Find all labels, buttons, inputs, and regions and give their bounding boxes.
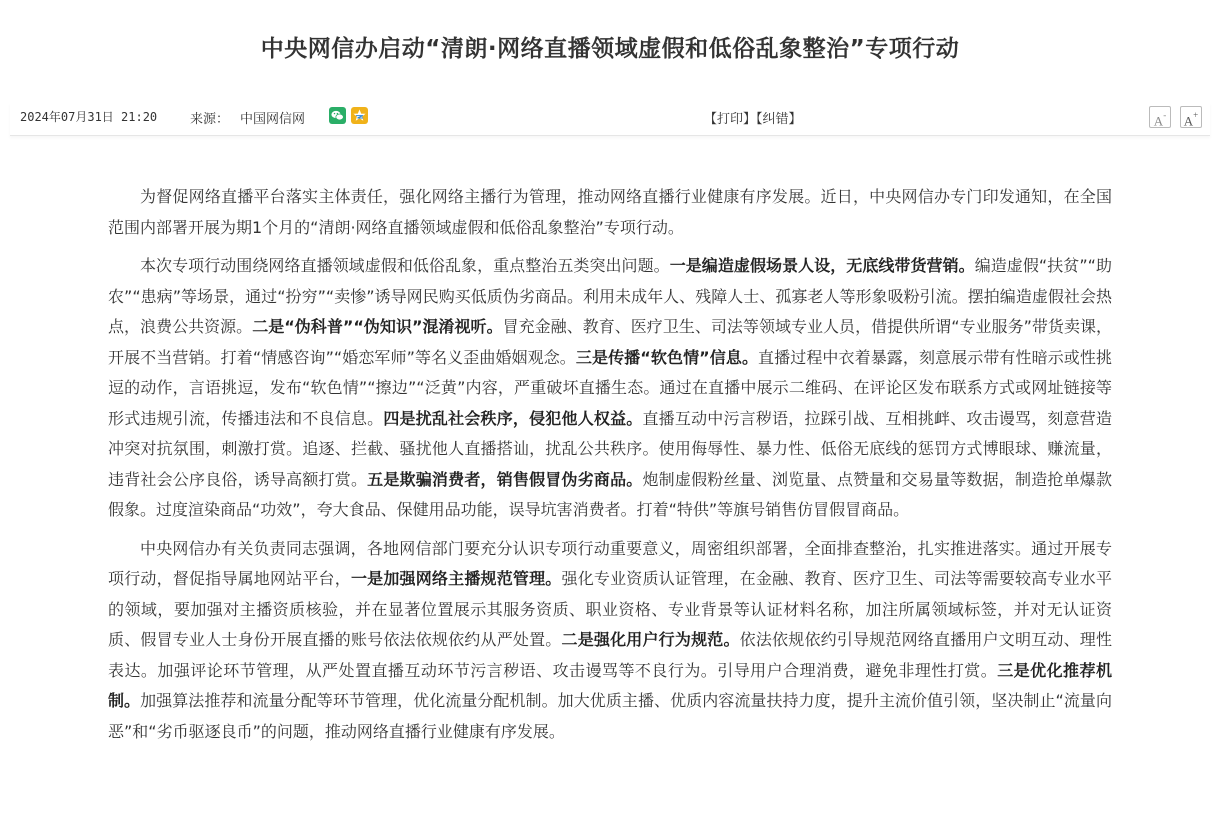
bold-segment: 二是“伪科普”“伪知识”混淆视听。: [252, 317, 503, 336]
font-increase-button[interactable]: A+: [1180, 106, 1202, 128]
print-link[interactable]: 【打印】: [704, 112, 757, 127]
text-segment: 直播互动中污言秽语，拉踩引战、互相挑衅、攻击谩骂，刻意营造冲突对抗氛围，刺激打赏。追逐、拦截、骚扰他人直播搭讪，扰乱公共秩序。使用侮辱性、暴力性、低俗无底线的惩罚方式博眼球、赚流量，违背社会公序良俗，诱导高额打赏。: [108, 408, 1112, 489]
text-segment: 为督促网络直播平台落实主体责任，强化网络主播行为管理，推动网络直播行业健康有序发展。近日，中央网信办专门印发通知，在全国范围内部署开展为期1个月的“清朗·网络直播领域虚假和低俗乱象整治”专项行动。: [108, 187, 1112, 237]
bold-segment: 一是加强网络主播规范管理。: [350, 569, 562, 588]
qzone-icon[interactable]: [351, 107, 368, 124]
article-body: [108, 182, 1112, 755]
source-label: 来源：: [190, 112, 230, 127]
article-title: 中央网信办启动“清朗·网络直播领域虚假和低俗乱象整治”专项行动: [260, 36, 960, 62]
text-segment: 直播过程中衣着暴露，刻意展示带有性暗示或性挑逗的动作，言语挑逗，发布“软色情”“擦边”“泛黄”内容，严重破坏直播生态。通过在直播中展示二维码、在评论区发布联系方式或网址链接等形式违规引流，传播违法和不良信息。: [108, 347, 1112, 428]
publish-date: 2024年07月31日 21:20: [20, 110, 158, 124]
text-segment: 冒充金融、教育、医疗卫生、司法等领域专业人员，借提供所谓“专业服务”带货卖课，开展不当营销。打着“情感咨询”“婚恋军师”等名义歪曲婚姻观念。: [108, 317, 1112, 367]
bold-segment: 三是传播“软色情”信息。: [575, 347, 759, 367]
bold-segment: 一是编造虚假场景人设，无底线带货营销。: [669, 256, 975, 275]
bold-segment: 三是优化推荐机制。: [108, 660, 1112, 710]
bold-segment: 二是强化用户行为规范。: [561, 630, 740, 649]
wechat-icon[interactable]: [329, 107, 346, 124]
source-name: 中国网信网: [240, 112, 306, 127]
text-segment: 强化专业资质认证管理，在金融、教育、医疗卫生、司法等需要较高专业水平的领域，要加强对主播资质核验，并在显著位置展示其服务资质、职业资格、专业背景等认证材料名称，加注所属领域标签，并对无认证资质、假冒专业人士身份开展直播的账号依法依规依约从严处置。: [108, 569, 1112, 649]
article-paragraph: [108, 534, 1112, 748]
text-segment: 加强算法推荐和流量分配等环节管理，优化流量分配机制。加大优质主播、优质内容流量扶持力度，提升主流价值引领，坚决制止“流量向恶”和“劣币驱逐良币”的问题，推动网络直播行业健康有序发展。: [108, 691, 1112, 741]
correct-link[interactable]: 【纠错】: [756, 112, 802, 127]
article-paragraph: [108, 182, 1112, 243]
article-paragraph: [108, 251, 1112, 526]
text-segment: 炮制虚假粉丝量、浏览量、点赞量和交易量等数据，制造抢单爆款假象。过度渲染商品“功效”，夸大食品、保健用品功能，误导坑害消费者。打着“特供”等旗号销售仿冒假冒商品。: [108, 469, 1112, 519]
article-meta-bar: [10, 103, 1210, 136]
bold-segment: 四是扰乱社会秩序，侵犯他人权益。: [383, 408, 643, 428]
print-correct-links: [704, 108, 802, 127]
text-segment: 本次专项行动围绕网络直播领域虚假和低俗乱象，重点整治五类突出问题。: [140, 256, 670, 275]
font-decrease-button[interactable]: A-: [1149, 106, 1171, 128]
text-segment: 中央网信办有关负责同志强调，各地网信部门要充分认识专项行动重要意义，周密组织部署，全面排查整治，扎实推进落实。通过开展专项行动，督促指导属地网站平台，: [108, 538, 1112, 588]
text-segment: 依法依规依约引导规范网络直播用户文明互动、理性表达。加强评论环节管理，从严处置直播互动环节污言秽语、攻击谩骂等不良行为。引导用户合理消费，避免非理性打赏。: [108, 630, 1112, 680]
text-segment: 编造虚假“扶贫”“助农”“患病”等场景，通过“扮穷”“卖惨”诱导网民购买低质伪劣商品。利用未成年人、残障人士、孤寡老人等形象吸粉引流。摆拍编造虚假社会热点，浪费公共资源。: [108, 256, 1112, 336]
bold-segment: 五是欺骗消费者，销售假冒伪劣商品。: [367, 469, 643, 489]
